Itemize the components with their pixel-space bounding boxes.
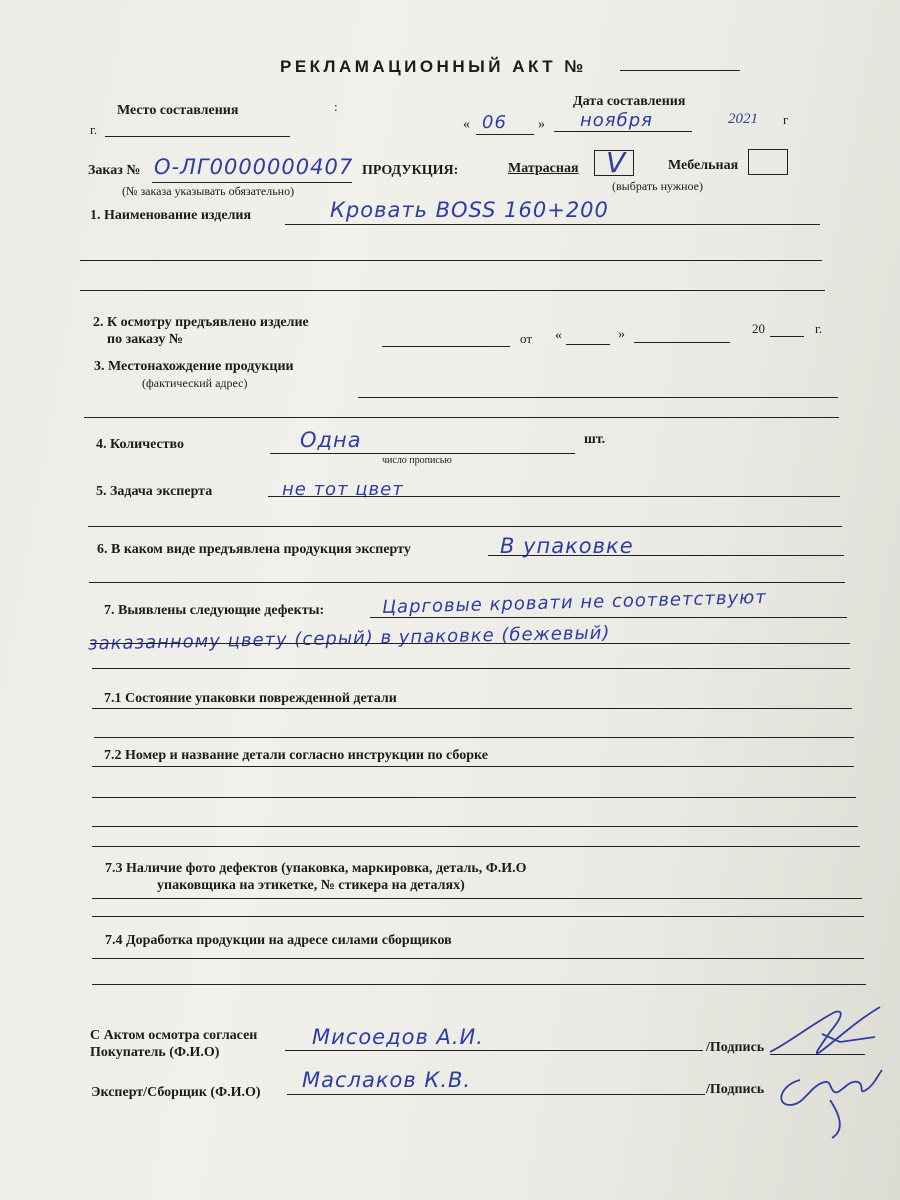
item2-year-prefix: 20 [752,321,765,336]
form-title: РЕКЛАМАЦИОННЫЙ АКТ № [280,57,587,76]
expert-sign-label: /Подпись [706,1082,765,1097]
item5-label: 5. Задача эксперта [96,484,213,499]
item4-note: число прописью [382,455,452,466]
item2-label: 2. К осмотру предъявлено изделие [93,315,309,330]
item1-field[interactable] [285,224,820,225]
item7-2-field[interactable] [92,766,854,767]
expert-label: Эксперт/Сборщик (Ф.И.О) [91,1085,261,1100]
date-label: Дата составления [573,94,686,109]
date-month-value: ноября [580,110,653,131]
item7-label: 7. Выявлены следующие дефекты: [104,603,325,618]
item2-year-field[interactable] [770,336,804,337]
date-day-field[interactable] [476,134,534,135]
item7-4-field[interactable] [92,958,864,959]
item4-label: 4. Количество [96,437,185,452]
item7-value-line1: Царговые кровати не соответствуют [381,586,768,619]
order-label: Заказ № [88,163,141,178]
item7-value-line2: заказанному цвету (серый) в упаковке (бежевый) [87,622,611,655]
item1-value: Кровать BOSS 160+200 [330,198,609,222]
date-open-quote: « [463,117,470,132]
mattress-check-mark: V [606,146,626,179]
item7-2-extra-line[interactable] [92,826,858,827]
item7-extra-line[interactable] [90,643,850,644]
item1-label: 1. Наименование изделия [90,208,252,223]
item1-extra-line[interactable] [80,260,822,261]
act-number-line[interactable] [620,70,740,71]
expert-name-value: Маслаков К.В. [302,1068,472,1092]
item7-4-label: 7.4 Доработка продукции на адресе силами сборщиков [105,933,452,948]
place-colon: : [334,99,338,114]
item2-close-quote: » [618,327,625,342]
item7-1-field[interactable] [92,708,852,709]
item7-4-extra-line[interactable] [92,984,866,985]
item2-open-quote: « [555,328,562,343]
item7-3-label: 7.3 Наличие фото дефектов (упаковка, маркировка, деталь, Ф.И.О [105,861,527,876]
buyer-label: С Актом осмотра согласен [90,1028,258,1043]
place-prefix: г. [90,122,98,137]
order-note: (№ заказа указывать обязательно) [122,184,295,198]
item7-extra-line[interactable] [92,668,850,669]
item7-2-extra-line[interactable] [92,797,856,798]
item1-extra-line[interactable] [80,290,825,291]
item3-label: 3. Местонахождение продукции [94,359,294,374]
item6-value: В упаковке [500,534,634,558]
expert-signature [770,1060,890,1140]
item2-day-field[interactable] [566,344,610,345]
item6-field[interactable] [488,555,844,556]
date-month-field[interactable] [554,131,692,132]
buyer-signature [760,1002,890,1062]
item5-field[interactable] [268,496,840,497]
item3-field[interactable] [358,397,838,398]
item7-2-label: 7.2 Номер и название детали согласно инструкции по сборке [104,748,488,763]
mattress-label: Матрасная [508,161,579,176]
expert-name-field[interactable] [287,1094,705,1095]
item2-year-suffix: г. [815,321,823,336]
date-year-value: 2021 [728,111,758,127]
item7-1-label: 7.1 Состояние упаковки поврежденной детали [104,691,397,706]
buyer-name-field[interactable] [285,1050,703,1051]
furniture-label: Мебельная [668,158,739,173]
item2-from: от [520,331,533,346]
date-day-value: 06 [482,112,507,133]
item7-1-extra-line[interactable] [94,737,854,738]
item6-extra-line[interactable] [89,582,845,583]
place-field[interactable] [105,136,290,137]
item2-month-field[interactable] [634,342,730,343]
item7-3-extra-line[interactable] [92,916,864,917]
item4-unit: шт. [584,432,606,447]
choose-note: (выбрать нужное) [612,179,704,193]
item7-3-field[interactable] [92,898,862,899]
item7-field[interactable] [370,617,847,618]
item3-note: (фактический адрес) [142,376,248,390]
item6-label: 6. В каком виде предъявлена продукция эксперту [97,542,411,557]
buyer-name-value: Мисоедов А.И. [312,1025,484,1049]
item5-value: не тот цвет [282,479,404,500]
item3-extra-line[interactable] [84,417,839,418]
furniture-checkbox[interactable] [748,149,788,175]
item2-label-order: по заказу № [107,332,183,347]
order-number-field[interactable] [152,182,352,183]
buyer-sign-label: /Подпись [706,1040,765,1055]
place-label: Место составления [117,103,239,118]
item4-value: Одна [300,428,362,452]
item7-3-label-cont: упаковщика на этикетке, № стикера на деталях) [157,878,465,893]
date-year-suffix: г [783,112,789,127]
item5-extra-line[interactable] [88,526,842,527]
date-close-quote: » [538,117,545,132]
item2-order-field[interactable] [382,346,510,347]
product-label: ПРОДУКЦИЯ: [362,163,459,178]
order-number-value: О-ЛГ0000000407 [154,155,354,179]
item4-field[interactable] [270,453,575,454]
buyer-label-name: Покупатель (Ф.И.О) [90,1045,220,1060]
item7-2-extra-line[interactable] [92,846,860,847]
